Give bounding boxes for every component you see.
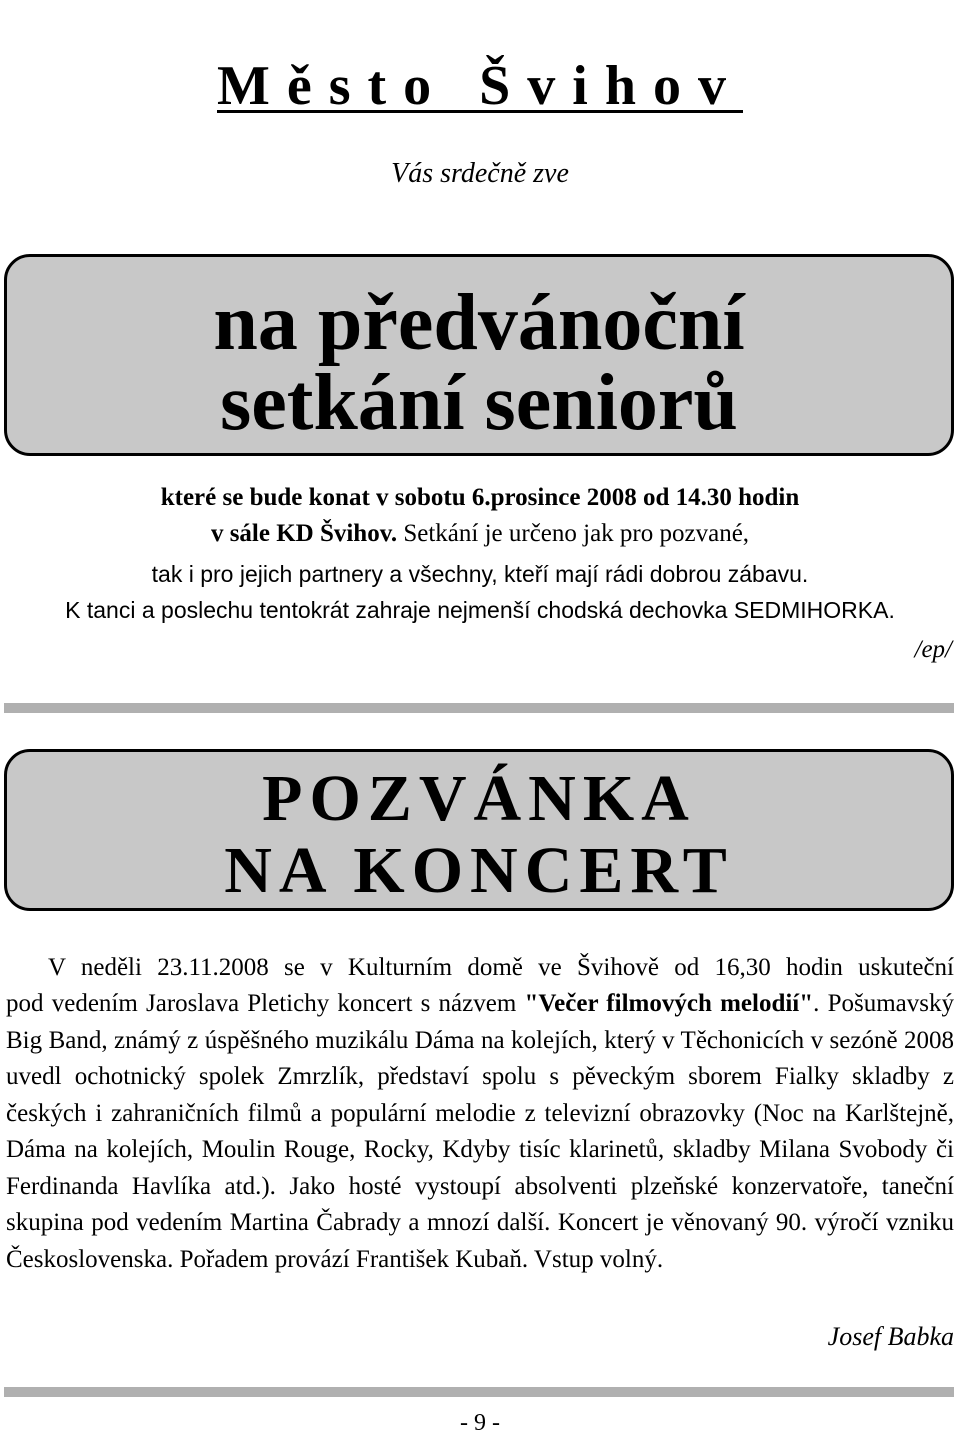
concert-heading-line2: NA KONCERT [224,834,734,907]
concert-heading-line1: POZVÁNKA [262,762,696,835]
concert-heading-box [4,749,954,911]
page-title: Město Švihov [217,55,743,117]
seniors-heading-line1: na předvánoční [213,279,745,367]
seniors-info-line4: K tanci a poslechu tentokrát zahraje nejmenší chodská dechovka SEDMIHORKA. [65,597,895,623]
section-divider [4,703,954,713]
seniors-signature: /ep/ [914,636,952,663]
seniors-info-line3: tak i pro jejich partnery a všechny, kteří mají rádi dobrou zábavu. [151,561,809,587]
page-number: - 9 - [460,1410,500,1436]
concert-first-line: V neděli 23.11.2008 se v Kulturním domě ve Švihově od 16,30 hodin uskuteční [48,954,954,981]
seniors-info-line1: které se bude konat v sobotu 6.prosince 2008 od 14.30 hodin [160,484,800,511]
footer-divider [4,1387,954,1397]
concert-signature: Josef Babka [827,1322,954,1351]
concert-body: pod vedením Jaroslava Pletichy koncert s názvem "Večer filmových melodií". Pošumavský Big Band, známý z úspěšného muzikálu Dáma na kolejích, který v Těchonicích v sezóně 2008 uvedl ochotnický spolek Zmrzlík, představí spolu s pěveckým sborem Fialky skladby z českých i zahraničních filmů a populární melodie z televizní obrazovky (Noc na Karlštejně, Dáma na kolejích, Moulin Rouge, Rocky, Kdyby tisíc klarinetů, skladby Milana Svobody či Ferdinanda Havlíka atd.). Jako hosté vystoupí absolventi plzeňské konzervatoře, taneční skupina pod vedením Martina Čabrady a mnozí další. Koncert je věnovaný 90. výročí vzniku Československa. Pořadem provází František Kubaň. Vstup volný. [6,990,955,1273]
seniors-info-line2: v sále KD Švihov. Setkání je určeno jak pro pozvané, [210,520,750,547]
seniors-heading-box [4,254,954,456]
invite-line: Vás srdečně zve [391,158,569,189]
seniors-heading-line2: setkání seniorů [220,359,738,447]
